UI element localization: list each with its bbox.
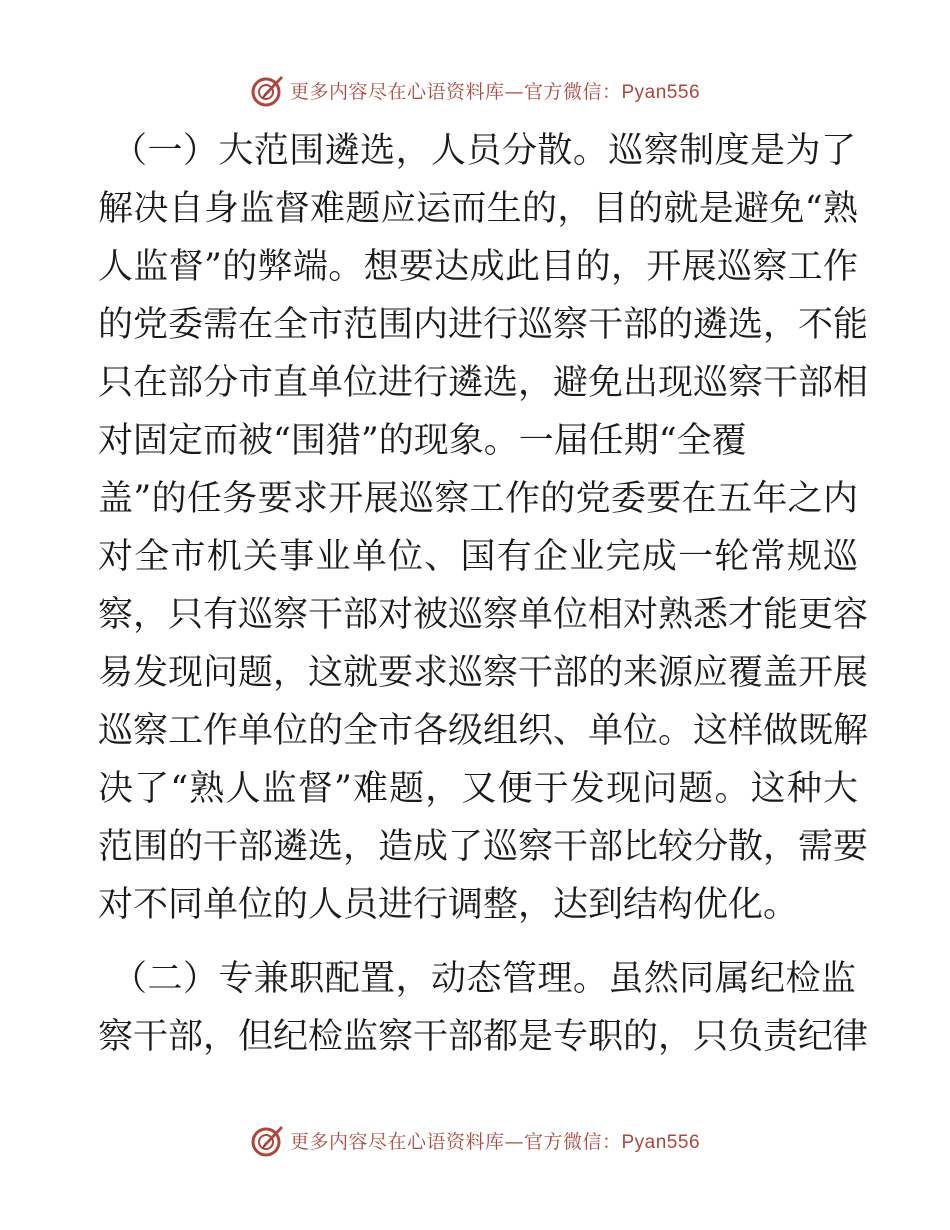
- quill-seal-logo-icon: [250, 1122, 286, 1158]
- text-line: 易发现问题，这就要求巡察干部的来源应覆盖开展: [98, 653, 869, 693]
- text-line: （一）大范围遴选，人员分散。巡察制度是为了: [112, 131, 856, 171]
- footer-watermark-text: 更多内容尽在心语资料库—官方微信：Pyan556: [289, 1130, 701, 1153]
- text-line: 巡察工作单位的全市各级组织、单位。这样做既解: [98, 711, 869, 751]
- text-line: 对固定而被“围猎”的现象。一届任期“全覆: [98, 421, 747, 461]
- footer-watermark: [0, 1120, 950, 1160]
- header-watermark-text: 更多内容尽在心语资料库—官方微信：Pyan556: [289, 80, 701, 103]
- text-line: 解决自身监督难题应运而生的，目的就是避免“熟: [98, 189, 858, 229]
- text-line: 只在部分市直单位进行遴选，避免出现巡察干部相: [98, 363, 869, 403]
- text-line: 察干部，但纪检监察干部都是专职的，只负责纪律: [98, 1017, 869, 1057]
- text-line: 范围的干部遴选，造成了巡察干部比较分散，需要: [98, 827, 869, 867]
- text-line: 人监督”的弊端。想要达成此目的，开展巡察工作: [98, 247, 858, 287]
- text-line: 的党委需在全市范围内进行巡察干部的遴选，不能: [98, 305, 869, 345]
- text-line: 对不同单位的人员进行调整，达到结构优化。: [98, 885, 799, 925]
- text-line: 盖”的任务要求开展巡察工作的党委要在五年之内: [98, 479, 858, 519]
- text-line: （二）专兼职配置，动态管理。虽然同属纪检监: [112, 959, 856, 999]
- text-line: 决了“熟人监督”难题，又便于发现问题。这种大: [98, 769, 858, 809]
- header-watermark: [0, 70, 950, 110]
- text-line: 察，只有巡察干部对被巡察单位相对熟悉才能更容: [98, 595, 869, 635]
- quill-seal-logo-icon: [250, 72, 286, 108]
- text-line: 对全市机关事业单位、国有企业完成一轮常规巡: [98, 537, 858, 577]
